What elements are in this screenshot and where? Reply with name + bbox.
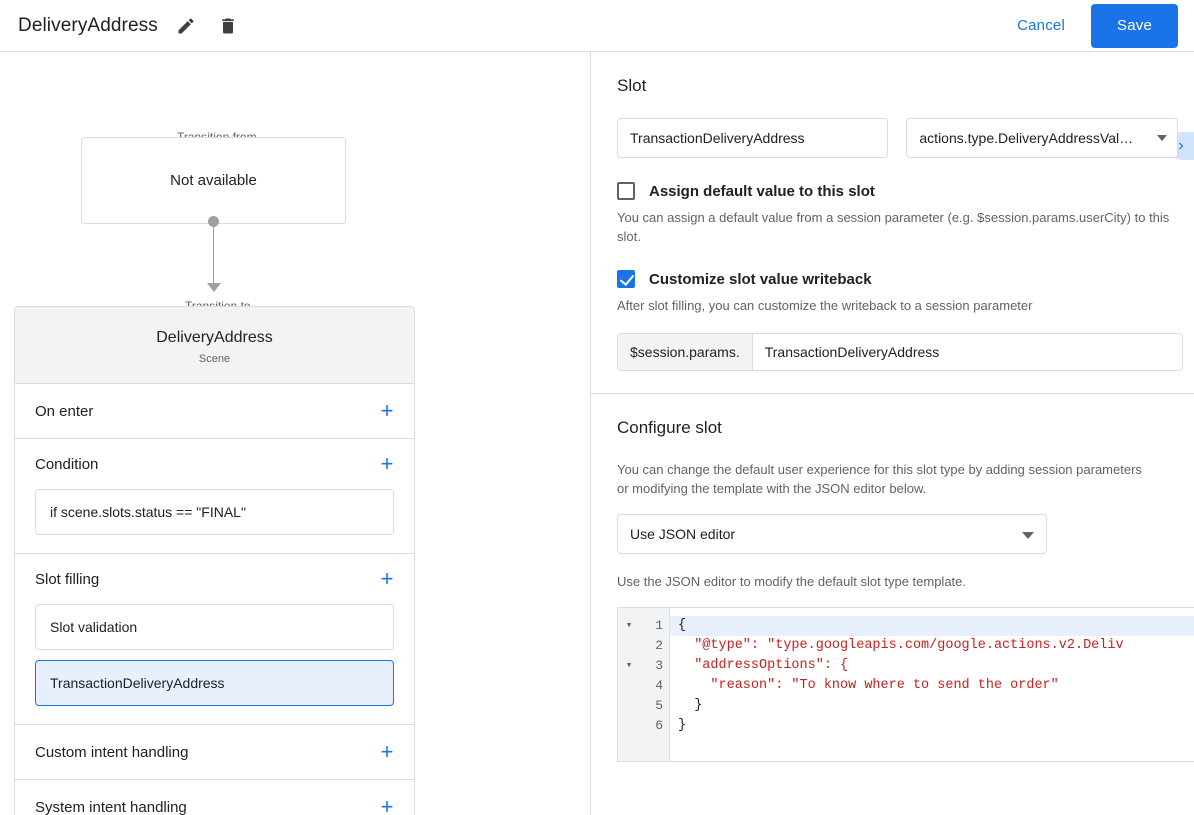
code-line: "addressOptions": { — [678, 658, 849, 673]
section-condition-header[interactable] — [15, 439, 414, 481]
writeback-input-group[interactable] — [617, 333, 1183, 371]
slot-name-input[interactable] — [617, 118, 888, 158]
add-on-enter-button[interactable]: + — [380, 398, 394, 423]
customize-writeback-label: Customize slot value writeback — [649, 270, 872, 288]
assign-default-label: Assign default value to this slot — [649, 182, 875, 200]
slot-type-value: actions.type.DeliveryAddressVal… — [919, 130, 1134, 146]
section-title: Custom intent handling — [35, 743, 189, 761]
pencil-icon[interactable] — [172, 12, 200, 40]
code-line: "@type": "type.googleapis.com/google.actions.v2.Deliv — [678, 638, 1124, 653]
add-condition-button[interactable]: + — [380, 451, 394, 476]
slot-name-value: TransactionDeliveryAddress — [630, 130, 805, 146]
json-editor-mode-select[interactable] — [617, 514, 1047, 554]
line-number: 4 — [655, 678, 663, 693]
configure-slot-helper: You can change the default user experience for this slot type by adding session parameters or modifying the template with the JSON editor below. — [617, 462, 1142, 496]
fold-marker[interactable]: ▾ — [625, 660, 633, 672]
top-app-bar — [0, 0, 1194, 52]
fold-marker — [618, 636, 640, 656]
transition-from-value: Not available — [170, 172, 257, 189]
condition-item[interactable]: if scene.slots.status == "FINAL" — [35, 489, 394, 535]
customize-writeback-helper: After slot filling, you can customize the writeback to a session parameter — [617, 298, 1033, 313]
scene-section-condition — [15, 439, 414, 554]
line-number: 2 — [655, 638, 663, 653]
slot-item-transaction-delivery-address[interactable]: TransactionDeliveryAddress — [35, 660, 394, 706]
add-custom-intent-button[interactable]: + — [380, 739, 394, 764]
slot-section-title: Slot — [617, 76, 647, 95]
scene-section-slot-filling — [15, 554, 414, 725]
code-line: } — [678, 718, 687, 733]
editor-code-area[interactable] — [670, 608, 1194, 761]
assign-default-helper: You can assign a default value from a session parameter (e.g. $session.params.userCity) to this slot. — [617, 210, 1170, 244]
section-title: Condition — [35, 455, 99, 473]
scene-section-system-intent-handling[interactable] — [15, 780, 414, 815]
line-number: 3 — [655, 658, 663, 673]
configure-slot-title: Configure slot — [617, 418, 722, 437]
code-line: "reason": "To know where to send the order" — [678, 678, 1059, 693]
chevron-down-icon — [1022, 532, 1034, 539]
transition-from-node[interactable] — [81, 137, 346, 224]
line-number: 5 — [655, 698, 663, 713]
save-button[interactable]: Save — [1091, 4, 1178, 48]
scene-section-custom-intent-handling[interactable] — [15, 725, 414, 780]
json-editor[interactable] — [617, 607, 1194, 762]
customize-writeback-checkbox[interactable] — [617, 270, 635, 288]
slot-type-select[interactable] — [906, 118, 1178, 158]
assign-default-row — [591, 158, 1194, 200]
edge-line — [213, 224, 214, 286]
slot-fields-row — [591, 96, 1194, 158]
configure-slot-section — [591, 394, 1194, 762]
section-title: Slot filling — [35, 570, 100, 588]
fold-marker — [618, 676, 640, 696]
scene-card — [14, 306, 415, 815]
slot-validation-item[interactable]: Slot validation — [35, 604, 394, 650]
json-editor-helper: Use the JSON editor to modify the default slot type template. — [617, 574, 967, 589]
editor-line-numbers — [640, 608, 670, 761]
scene-subtitle: Scene — [198, 353, 231, 365]
scene-graph-pane — [0, 52, 591, 815]
edge-arrowhead-icon — [207, 283, 221, 292]
section-title: System intent handling — [35, 798, 187, 815]
json-editor-mode-value: Use JSON editor — [630, 526, 736, 542]
main-content — [0, 52, 1194, 815]
add-slot-button[interactable]: + — [380, 566, 394, 591]
cancel-button[interactable]: Cancel — [1003, 9, 1079, 42]
chevron-down-icon — [1157, 135, 1167, 141]
customize-writeback-row — [591, 246, 1194, 288]
writeback-value: TransactionDeliveryAddress — [764, 344, 940, 360]
fold-marker — [618, 716, 640, 736]
slot-section — [591, 52, 1194, 394]
section-title: On enter — [35, 402, 94, 420]
line-number: 1 — [655, 618, 663, 633]
line-number: 6 — [655, 718, 663, 733]
page-title: DeliveryAddress — [18, 14, 158, 36]
scene-section-on-enter[interactable] — [15, 384, 414, 439]
assign-default-checkbox[interactable] — [617, 182, 635, 200]
slot-details-pane — [591, 52, 1194, 815]
editor-fold-gutter[interactable] — [618, 608, 640, 761]
fold-marker[interactable]: ▾ — [625, 620, 633, 632]
section-slot-filling-header[interactable] — [15, 554, 414, 596]
code-line: { — [670, 616, 1194, 636]
code-line: } — [678, 698, 703, 713]
trash-icon[interactable] — [214, 12, 242, 40]
fold-marker — [618, 696, 640, 716]
scene-card-header[interactable] — [15, 307, 414, 384]
add-system-intent-button[interactable]: + — [380, 794, 394, 815]
writeback-prefix: $session.params. — [618, 334, 753, 370]
scene-name: DeliveryAddress — [156, 329, 273, 346]
